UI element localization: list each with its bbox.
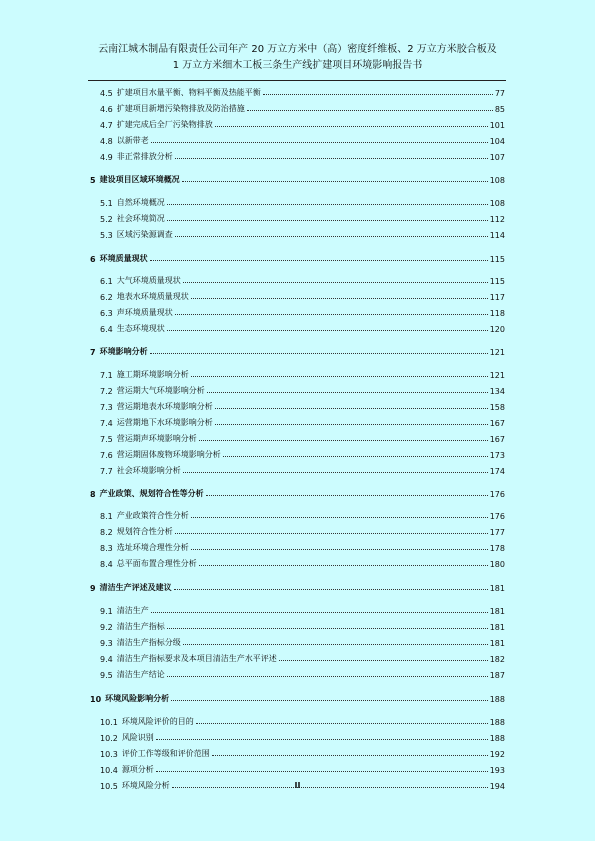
toc-entry-title: 扩建完成后全厂污染物排放: [116, 120, 213, 129]
toc-dot-leader: [215, 423, 488, 425]
toc-entry-number: 6.4: [100, 325, 113, 334]
toc-entry-title: 社会环境影响分析: [116, 466, 181, 475]
toc-entry-title: 社会环境简况: [116, 214, 165, 223]
toc-dot-leader: [156, 738, 488, 740]
toc-dot-leader: [150, 352, 488, 354]
toc-section-entry[interactable]: [90, 366, 505, 380]
toc-dot-leader: [191, 516, 488, 518]
toc-entry-page: 188: [489, 695, 505, 704]
toc-entry-number: 9.2: [100, 623, 113, 632]
toc-entry-page: 188: [489, 718, 505, 727]
toc-entry-title: 施工期环境影响分析: [116, 370, 189, 379]
toc-entry-number: 7.3: [100, 403, 113, 412]
toc-section-entry[interactable]: [90, 618, 505, 632]
toc-entry-page: 121: [489, 371, 505, 380]
toc-entry-title: 自然环境概况: [116, 198, 165, 207]
toc-entry-page: 177: [489, 528, 505, 537]
toc-entry-title: 产业政策符合性分析: [116, 511, 189, 520]
toc-entry-number: 9.5: [100, 671, 113, 680]
toc-entry-page: 187: [489, 671, 505, 680]
toc-entry-number: 10.3: [100, 750, 118, 759]
toc-dot-leader: [279, 659, 488, 661]
header-title-line-1: 云南江城木制品有限责任公司年产 20 万立方米中（高）密度纤维板、2 万立方米胶合板及: [98, 44, 497, 55]
toc-dot-leader: [199, 439, 488, 441]
toc-entry-number: 7.7: [100, 467, 113, 476]
toc-entry-page: 181: [489, 623, 505, 632]
toc-entry-page: 167: [489, 419, 505, 428]
toc-section-entry[interactable]: [90, 194, 505, 208]
toc-dot-leader: [175, 313, 488, 315]
toc-entry-number: 4.7: [100, 121, 113, 130]
toc-dot-leader: [196, 722, 488, 724]
toc-entry-number: 7.1: [100, 371, 113, 380]
toc-dot-leader: [212, 754, 488, 756]
toc-entry-page: 182: [489, 655, 505, 664]
toc-entry-number: 10.5: [100, 782, 118, 791]
toc-dot-leader: [215, 407, 488, 409]
toc-section-entry[interactable]: [90, 226, 505, 240]
toc-entry-page: 176: [489, 512, 505, 521]
toc-entry-number: 10.2: [100, 734, 118, 743]
toc-entry-title: 环境风险评价的目的: [121, 717, 194, 726]
toc-section-entry[interactable]: [90, 634, 505, 648]
toc-entry-title: 营运期固体废物环境影响分析: [116, 450, 221, 459]
toc-dot-leader: [199, 564, 488, 566]
toc-dot-leader: [206, 494, 488, 496]
toc-entry-title: 运营期地下水环境影响分析: [116, 418, 213, 427]
toc-entry-number: 5.1: [100, 199, 113, 208]
toc-entry-number: 10.1: [100, 718, 118, 727]
toc-section-entry[interactable]: [90, 602, 505, 616]
toc-dot-leader: [191, 297, 488, 299]
toc-dot-leader: [182, 180, 488, 182]
toc-entry-title: 营运期地表水环境影响分析: [116, 402, 213, 411]
toc-section-entry[interactable]: [90, 148, 505, 162]
toc-entry-number: 8: [90, 490, 96, 499]
toc-entry-title: 营运期大气环境影响分析: [116, 386, 205, 395]
toc-section-entry[interactable]: [90, 100, 505, 114]
toc-dot-leader: [223, 455, 488, 457]
toc-section-entry[interactable]: [90, 761, 505, 775]
toc-dot-leader: [167, 203, 488, 205]
toc-entry-title: 以新带老: [116, 136, 149, 145]
toc-entry-title: 营运期声环境影响分析: [116, 434, 197, 443]
toc-entry-number: 7: [90, 348, 96, 357]
toc-entry-page: 181: [489, 639, 505, 648]
toc-section-entry[interactable]: [90, 116, 505, 130]
toc-entry-page: 107: [489, 153, 505, 162]
document-header: [70, 42, 525, 74]
toc-entry-page: 85: [494, 105, 505, 114]
toc-entry-title: 建设项目区域环境概况: [99, 175, 180, 184]
toc-entry-page: 101: [489, 121, 505, 130]
toc-entry-number: 8.1: [100, 512, 113, 521]
toc-chapter-entry[interactable]: [90, 343, 505, 357]
toc-entry-page: 115: [489, 277, 505, 286]
toc-entry-title: 清洁生产指标要求及本项目清洁生产水平评述: [116, 654, 277, 663]
toc-entry-number: 10.4: [100, 766, 118, 775]
header-divider: [88, 80, 506, 81]
toc-entry-number: 5.2: [100, 215, 113, 224]
toc-section-entry[interactable]: [90, 729, 505, 743]
toc-entry-title: 规划符合性分析: [116, 527, 173, 536]
toc-entry-number: 7.2: [100, 387, 113, 396]
toc-entry-title: 地表水环境质量现状: [116, 292, 189, 301]
toc-section-entry[interactable]: [90, 382, 505, 396]
toc-entry-page: 181: [489, 584, 505, 593]
toc-section-entry[interactable]: [90, 320, 505, 334]
toc-entry-title: 环境质量现状: [99, 254, 148, 263]
toc-dot-leader: [207, 391, 488, 393]
toc-dot-leader: [150, 259, 488, 261]
toc-entry-number: 4.9: [100, 153, 113, 162]
toc-entry-page: 115: [489, 255, 505, 264]
toc-section-entry[interactable]: [90, 666, 505, 680]
toc-entry-page: 178: [489, 544, 505, 553]
toc-entry-page: 180: [489, 560, 505, 569]
header-title-line-2: 1 万立方米细木工板三条生产线扩建项目环境影响报告书: [172, 60, 423, 71]
toc-entry-number: 9.3: [100, 639, 113, 648]
toc-entry-title: 扩建项目水量平衡、物料平衡及热能平衡: [116, 88, 261, 97]
toc-entry-title: 生态环境现状: [116, 324, 165, 333]
toc-section-entry[interactable]: [90, 398, 505, 412]
toc-section-entry[interactable]: [90, 414, 505, 428]
toc-section-entry[interactable]: [90, 132, 505, 146]
page-number: II: [294, 781, 301, 790]
toc-chapter-entry[interactable]: [90, 485, 505, 499]
toc-entry-page: 104: [489, 137, 505, 146]
toc-dot-leader: [151, 611, 488, 613]
toc-section-entry[interactable]: [90, 523, 505, 537]
toc-entry-title: 源项分析: [121, 765, 154, 774]
toc-section-entry[interactable]: [90, 507, 505, 521]
toc-entry-number: 7.5: [100, 435, 113, 444]
toc-entry-number: 4.6: [100, 105, 113, 114]
toc-entry-title: 风险识别: [121, 733, 154, 742]
toc-entry-title: 扩建项目新增污染物排放及防治措施: [116, 104, 245, 113]
toc-entry-page: 181: [489, 607, 505, 616]
toc-entry-page: 108: [489, 199, 505, 208]
toc-entry-title: 清洁生产指标: [116, 622, 165, 631]
toc-entry-number: 7.6: [100, 451, 113, 460]
toc-entry-number: 5.3: [100, 231, 113, 240]
toc-entry-page: 120: [489, 325, 505, 334]
toc-dot-leader: [174, 588, 488, 590]
toc-entry-title: 环境风险影响分析: [105, 694, 170, 703]
toc-section-entry[interactable]: [90, 462, 505, 476]
toc-dot-leader: [183, 471, 488, 473]
toc-entry-title: 选址环境合理性分析: [116, 543, 189, 552]
toc-entry-title: 声环境质量现状: [116, 308, 173, 317]
toc-entry-page: 121: [489, 348, 505, 357]
toc-section-entry[interactable]: [90, 650, 505, 664]
toc-section-entry[interactable]: [90, 446, 505, 460]
toc-entry-page: 173: [489, 451, 505, 460]
toc-entry-title: 清洁生产指标分级: [116, 638, 181, 647]
toc-entry-title: 区域污染源调查: [116, 230, 173, 239]
toc-dot-leader: [167, 675, 488, 677]
toc-dot-leader: [167, 219, 488, 221]
toc-dot-leader: [156, 770, 488, 772]
toc-entry-page: 193: [489, 766, 505, 775]
toc-entry-page: 192: [489, 750, 505, 759]
toc-entry-page: 188: [489, 734, 505, 743]
toc-section-entry[interactable]: [90, 288, 505, 302]
toc-entry-page: 118: [489, 309, 505, 318]
toc-entry-number: 6.1: [100, 277, 113, 286]
toc-entry-number: 4.5: [100, 89, 113, 98]
toc-entry-title: 环境风险分析: [121, 781, 170, 790]
toc-section-entry[interactable]: [90, 84, 505, 98]
toc-entry-number: 8.4: [100, 560, 113, 569]
toc-entry-title: 评价工作等级和评价范围: [121, 749, 210, 758]
toc-section-entry[interactable]: [90, 304, 505, 318]
toc-entry-number: 6.3: [100, 309, 113, 318]
toc-dot-leader: [151, 141, 488, 143]
toc-dot-leader: [167, 329, 488, 331]
toc-section-entry[interactable]: [90, 539, 505, 553]
toc-entry-number: 4.8: [100, 137, 113, 146]
toc-entry-number: 7.4: [100, 419, 113, 428]
toc-entry-number: 9: [90, 584, 96, 593]
toc-entry-title: 非正常排放分析: [116, 152, 173, 161]
toc-entry-title: 清洁生产结论: [116, 670, 165, 679]
toc-dot-leader: [167, 627, 488, 629]
toc-entry-number: 6.2: [100, 293, 113, 302]
toc-entry-page: 158: [489, 403, 505, 412]
toc-entry-number: 9.1: [100, 607, 113, 616]
toc-dot-leader: [171, 699, 488, 701]
toc-entry-page: 112: [489, 215, 505, 224]
toc-entry-number: 6: [90, 255, 96, 264]
toc-entry-page: 174: [489, 467, 505, 476]
toc-dot-leader: [191, 375, 488, 377]
toc-entry-page: 194: [489, 782, 505, 791]
toc-entry-title: 总平面布置合理性分析: [116, 559, 197, 568]
toc-dot-leader: [175, 235, 488, 237]
toc-entry-number: 8.3: [100, 544, 113, 553]
toc-entry-page: 108: [489, 176, 505, 185]
toc-entry-title: 清洁生产: [116, 606, 149, 615]
toc-entry-page: 134: [489, 387, 505, 396]
toc-entry-title: 清洁生产评述及建议: [99, 583, 172, 592]
toc-section-entry[interactable]: [90, 555, 505, 569]
toc-entry-page: 77: [494, 89, 505, 98]
toc-entry-page: 117: [489, 293, 505, 302]
toc-chapter-entry[interactable]: [90, 579, 505, 593]
toc-section-entry[interactable]: [90, 210, 505, 224]
toc-section-entry[interactable]: [90, 272, 505, 286]
toc-dot-leader: [183, 643, 488, 645]
toc-section-entry[interactable]: [90, 713, 505, 727]
toc-dot-leader: [247, 109, 493, 111]
toc-dot-leader: [263, 93, 493, 95]
toc-section-entry[interactable]: [90, 430, 505, 444]
toc-dot-leader: [175, 532, 488, 534]
toc-entry-title: 环境影响分析: [99, 347, 148, 356]
toc-entry-number: 10: [90, 695, 102, 704]
toc-chapter-entry[interactable]: [90, 171, 505, 185]
toc-entry-title: 大气环境质量现状: [116, 276, 181, 285]
toc-dot-leader: [215, 125, 488, 127]
toc-dot-leader: [191, 548, 488, 550]
toc-entry-title: 产业政策、规划符合性等分析: [99, 489, 204, 498]
toc-entry-page: 114: [489, 231, 505, 240]
toc-section-entry[interactable]: [90, 745, 505, 759]
toc-entry-number: 8.2: [100, 528, 113, 537]
toc-entry-page: 167: [489, 435, 505, 444]
toc-dot-leader: [175, 157, 488, 159]
toc-entry-number: 9.4: [100, 655, 113, 664]
toc-entry-number: 5: [90, 176, 96, 185]
toc-dot-leader: [183, 281, 488, 283]
toc-chapter-entry[interactable]: [90, 250, 505, 264]
toc-entry-page: 176: [489, 490, 505, 499]
toc-chapter-entry[interactable]: [90, 690, 505, 704]
